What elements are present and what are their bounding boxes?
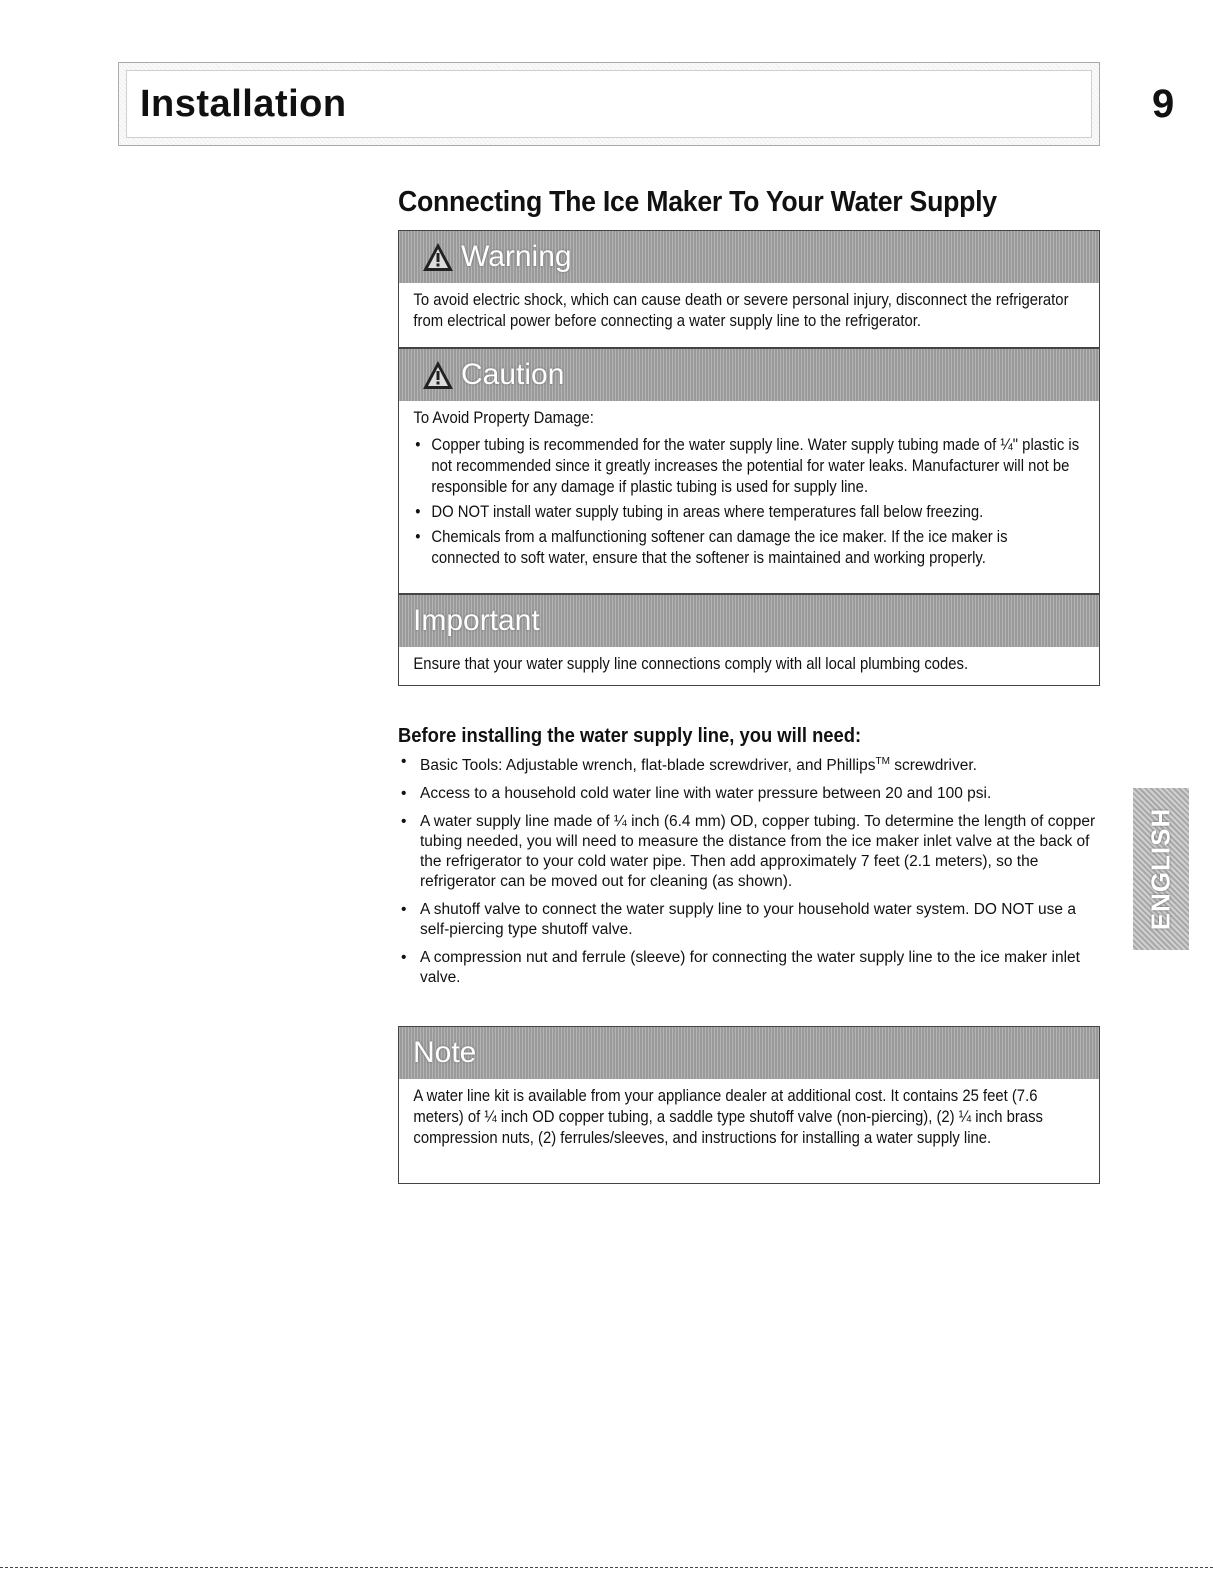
note-box	[398, 1026, 1100, 1184]
list-item: • DO NOT install water supply tubing in areas where temperatures fall below freezing.	[413, 502, 1079, 523]
list-item: • A water supply line made of ¼ inch (6.4 mm) OD, copper tubing. To determine the length of copper tubing needed, you will need to measure the distance from the ice maker inlet valve at the back of the refrigerator to your cold water pipe. Then add approximately 7 feet (2.1 meters), so the refrigerator can be moved out for cleaning (as shown).	[398, 812, 1098, 892]
need-item-text: Basic Tools: Adjustable wrench, flat-blade screwdriver, and Phillips	[420, 757, 876, 775]
bottom-divider	[0, 1567, 1213, 1568]
page-number: 9	[1152, 82, 1175, 126]
language-tab	[1133, 788, 1189, 950]
list-item: • A shutoff valve to connect the water supply line to your household water system. DO NOT use a self-piercing type shutoff valve.	[398, 900, 1098, 940]
list-item: • Access to a household cold water line with water pressure between 20 and 100 psi.	[398, 784, 1098, 804]
caution-body	[399, 401, 1094, 579]
need-heading: Before installing the water supply line, you will need:	[398, 725, 862, 747]
caution-label: Caution	[461, 358, 565, 391]
language-tab-label: ENGLISH	[1145, 807, 1176, 931]
note-header	[399, 1026, 1099, 1079]
caution-list	[413, 435, 1079, 569]
warning-box	[398, 230, 1100, 348]
warning-label: Warning	[461, 240, 572, 273]
warning-header	[399, 230, 1099, 283]
list-item: • A compression nut and ferrule (sleeve) for connecting the water supply line to the ice maker inlet valve.	[398, 948, 1098, 988]
caution-intro: To Avoid Property Damage:	[413, 409, 594, 427]
important-text: Ensure that your water supply line connections comply with all local plumbing codes.	[413, 655, 969, 673]
important-body	[399, 647, 1094, 681]
warning-triangle-icon	[421, 359, 455, 391]
caution-box	[398, 348, 1100, 594]
trademark-mark: TM	[875, 756, 890, 767]
important-label: Important	[413, 604, 540, 637]
need-list	[398, 752, 1098, 996]
warning-triangle-icon	[421, 241, 455, 273]
caution-header	[399, 348, 1099, 401]
note-text: A water line kit is available from your appliance dealer at additional cost. It contains 25 feet (7.6 meters) of ¼ inch OD copper tubing, a saddle type shutoff valve (non-piercing), (2) ¼ inch brass compression nuts, (2) ferrules/sleeves, and instructions for installing a water supply line.	[413, 1087, 1043, 1147]
note-body	[399, 1079, 1094, 1155]
important-box	[398, 594, 1100, 686]
page-title: Installation	[140, 83, 347, 125]
list-item	[398, 752, 1098, 776]
warning-body	[399, 283, 1094, 338]
list-item: • Copper tubing is recommended for the water supply line. Water supply tubing made of ¼" plastic is not recommended since it greatly increases the potential for water leaks. Manufacturer will not be responsible for any damage if plastic tubing is used for supply line.	[413, 435, 1079, 498]
list-item: • Chemicals from a malfunctioning softener can damage the ice maker. If the ice maker is connected to soft water, ensure that the softener is maintained and working properly.	[413, 527, 1079, 569]
note-label: Note	[413, 1036, 477, 1069]
need-item-text-end: screwdriver.	[889, 757, 977, 775]
warning-text: To avoid electric shock, which can cause death or severe personal injury, disconnect the refrigerator from electrical power before connecting a water supply line to the refrigerator.	[413, 291, 1069, 330]
section-title: Connecting The Ice Maker To Your Water Supply	[398, 186, 997, 218]
important-header	[399, 594, 1099, 647]
